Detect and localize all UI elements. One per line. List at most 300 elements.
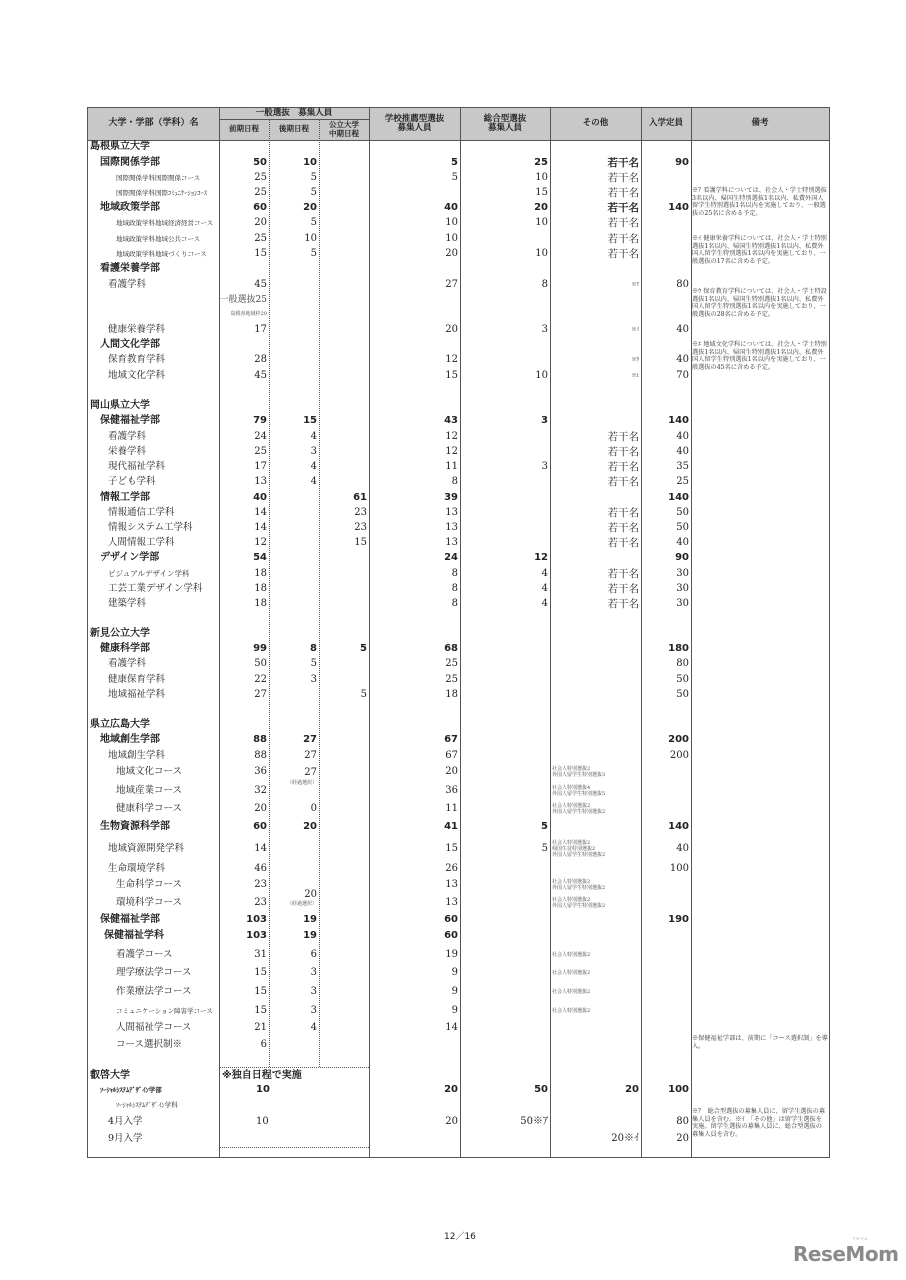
cell-other: ※ｴ [631, 373, 639, 379]
cell-zenki: 23 [254, 897, 267, 908]
cell-cap: 40 [676, 446, 689, 457]
cell-suisen: 11 [445, 461, 458, 472]
cell-cap: 50 [676, 674, 689, 685]
cell-suisen: 43 [444, 415, 458, 426]
cell-kouki: 4 [310, 431, 317, 442]
department-name: 生命環境学科 [108, 863, 166, 874]
cell-kouki: 3 [310, 1005, 317, 1016]
faculty-name: 地域政策学部 [100, 202, 160, 213]
cell-zenki: 25 [254, 446, 267, 457]
cell-suisen: 15 [445, 370, 458, 381]
cell-suisen: 12 [445, 431, 458, 442]
cell-sogo: 8 [541, 279, 548, 290]
header-general-group: 一般選抜 募集人員 [219, 108, 369, 119]
cell-suisen: 9 [451, 986, 458, 997]
cell-suisen: 67 [445, 750, 458, 761]
cell-cap: 40 [676, 843, 689, 854]
header-name: 大学・学部（学科）名 [88, 108, 219, 140]
cell-suisen: 68 [444, 643, 458, 654]
cell-other: 20 [625, 1084, 639, 1095]
remark-shimane-a: ※ｱ 看護学科については、社会人・学士特別選抜3名以内、帰国生特別選抜1名以内、私費外国人留学生特別選抜1名以内を実施しており、一般選抜の25名に含める予定。 [692, 187, 827, 217]
cell-zenki: 28 [254, 354, 267, 365]
cell-kouki: 27 [303, 734, 317, 745]
cell-suisen: 40 [444, 202, 458, 213]
cell-zenki: 15 [254, 1005, 267, 1016]
cell-cap: 190 [668, 914, 689, 925]
cell-zenki: 60 [253, 202, 267, 213]
cell-zenki: 50 [253, 157, 267, 168]
cell-zenki: 60 [253, 821, 267, 832]
cell-kouki: 4 [310, 1022, 317, 1033]
cell-zenki: 50 [254, 658, 267, 669]
cell-kouki: 3 [310, 674, 317, 685]
faculty-name: 看護栄養学部 [100, 263, 160, 274]
cell-zenki: 40 [253, 492, 267, 503]
cell-other-note: 社会人特別選抜2 [552, 766, 591, 772]
cell-kouki: 19 [303, 914, 317, 925]
cell-other: 若干名 [607, 522, 639, 534]
cell-other-note: 外国人留学生特別選抜5 [552, 791, 606, 797]
department-name: 看護学科 [108, 658, 147, 669]
col-dot-kouki [319, 119, 320, 1067]
department-name: 9月入学 [108, 1133, 143, 1144]
cell-zenki: 14 [254, 843, 267, 854]
header-other: その他 [550, 108, 641, 140]
cell-sogo: 12 [534, 552, 548, 563]
cell-zenki: 54 [253, 552, 267, 563]
col-line-general [369, 108, 370, 1157]
cell-cap: 80 [676, 1116, 689, 1127]
department-name: 地域政策学科地域づくりコース [116, 250, 207, 258]
cell-zenki: 22 [254, 674, 267, 685]
remark-shimane-e: ※ｴ 地域文化学科については、社会人・学士特別選抜1名以内、帰国生特別選抜1名以内、私費外国人留学生特別選抜1名以内を実施しており、一般選抜の45名に含める予定。 [692, 341, 827, 371]
department-name: 人間福祉学コース [116, 1022, 192, 1033]
eikei-top-dot [219, 1067, 369, 1068]
cell-sogo: 10 [535, 248, 548, 259]
header-sogo-line2: 募集人員 [487, 123, 522, 133]
cell-suisen: 24 [444, 552, 458, 563]
cell-kouki: 8 [310, 643, 317, 654]
department-name: 作業療法学コース [116, 986, 192, 997]
department-name: ｿｰｼｬﾙｼｽﾃﾑﾃﾞｻﾞｲﾝ学科 [116, 1101, 178, 1109]
department-name: 地域政策学科地域経済経営コース [116, 219, 214, 227]
col-line-name [219, 108, 220, 1157]
cell-suisen: 60 [444, 930, 458, 941]
cell-zenki: 46 [254, 863, 267, 874]
university-name: 叡啓大学 [90, 1070, 130, 1081]
cell-suisen: 5 [451, 157, 458, 168]
cell-cap: 40 [676, 431, 689, 442]
department-name: 地域文化学科 [108, 370, 166, 381]
cell-other-note: 社会人特別選抜2 [552, 989, 591, 995]
cell-cap: 30 [676, 598, 689, 609]
cell-kouki: 27 [304, 750, 317, 761]
cell-suisen: 13 [445, 537, 458, 548]
cell-chuki: 5 [360, 689, 367, 700]
cell-general: 10 [256, 1116, 269, 1127]
faculty-name: 人間文化学部 [100, 339, 160, 350]
cell-cap: 40 [676, 537, 689, 548]
header-chuki-line1: 公立大学 [329, 120, 359, 130]
cell-suisen: 26 [445, 863, 458, 874]
cell-other: 20※ｲ [611, 1133, 639, 1144]
cell-other: 若干名 [607, 476, 639, 488]
header-bottom-line [88, 140, 829, 141]
cell-cap: 30 [676, 583, 689, 594]
cell-other-note: 社会人特別選抜2 [552, 1008, 591, 1014]
cell-zenki: 31 [254, 949, 267, 960]
department-name: 環境科学コース [116, 897, 183, 908]
department-name: 栄養学科 [108, 446, 147, 457]
remark-eikei: ※ｱ 総合型選抜の募集人員に、留学生選抜の募集人員を含む。※ｲ 「その他」は留学生選抜を実施。留学生選抜の募集人員に、総合型選抜の募集人員を含む。 [692, 1108, 826, 1138]
chiiki-kouki-note: （経過選択） [286, 780, 317, 786]
cell-suisen: 13 [445, 507, 458, 518]
eikei-schedule-note: ※独自日程で実施 [222, 1070, 302, 1081]
cell-zenki: 32 [254, 785, 267, 796]
cell-zenki: 18 [254, 568, 267, 579]
cell-kouki: 20 [303, 821, 317, 832]
cell-kouki: 4 [310, 476, 317, 487]
cell-other: 若干名 [607, 157, 639, 169]
department-name: 地域文化コース [116, 766, 183, 777]
cell-zenki: 14 [254, 507, 267, 518]
cell-other: 若干名 [607, 217, 639, 229]
cell-kouki: 15 [303, 415, 317, 426]
cell-zenki: 21 [254, 1022, 267, 1033]
university-name: 岡山県立大学 [90, 400, 150, 411]
cell-suisen: 60 [444, 914, 458, 925]
department-name: 看護学科 [108, 431, 147, 442]
cell-kouki: 19 [303, 930, 317, 941]
cell-zenki: 15 [254, 986, 267, 997]
cell-zenki: 25 [254, 233, 267, 244]
cell-sogo: 25 [534, 157, 548, 168]
department-name: 看護学科 [108, 279, 147, 290]
page-number: 12／16 [444, 1232, 476, 1242]
cell-suisen: 10 [445, 233, 458, 244]
cell-sogo: 10 [535, 217, 548, 228]
cell-zenki: 18 [254, 583, 267, 594]
header-zenki: 前期日程 [219, 119, 269, 140]
cell-other-note: 社会人特別選抜4 [552, 785, 591, 791]
cell-kouki: 5 [310, 187, 317, 198]
cell-cap: 200 [669, 750, 689, 761]
header-sogo [460, 108, 550, 140]
cell-other-note: 社会人特別選抜2 [552, 840, 591, 846]
cell-sogo: 3 [541, 324, 548, 335]
university-name: 県立広島大学 [90, 719, 150, 730]
department-name: 国際関係学科国際ｺﾐｭﾆｹｰｼｮﾝｺｰｽ [116, 189, 207, 197]
cell-zenki: 14 [254, 522, 267, 533]
cell-other-note: 外国人留学生特別選抜2 [552, 809, 606, 815]
cell-zenki: 一般選抜25 [219, 295, 267, 305]
col-line-other [641, 108, 642, 1157]
cell-cap: 90 [675, 157, 689, 168]
cell-kouki: 5 [310, 217, 317, 228]
cell-other-note: 社会人特別選抜2 [552, 970, 591, 976]
cell-zenki: 103 [246, 930, 267, 941]
cell-suisen: 13 [445, 897, 458, 908]
cell-other: ※ｱ [631, 282, 639, 288]
cell-general: 10 [256, 1084, 270, 1095]
cell-kouki: 5 [310, 172, 317, 183]
cell-suisen: 14 [445, 1022, 458, 1033]
cell-sogo: 10 [535, 172, 548, 183]
cell-kouki: 3 [310, 446, 317, 457]
cell-cap: 140 [668, 821, 689, 832]
cell-suisen: 27 [445, 279, 458, 290]
cell-kouki: 10 [304, 233, 317, 244]
cell-zenki: 25 [254, 172, 267, 183]
faculty-name: 保健福祉学部 [100, 914, 160, 925]
cell-other: 若干名 [607, 446, 639, 458]
header-chuki [319, 119, 369, 140]
cell-zenki: 27 [254, 689, 267, 700]
cell-zenki: 103 [246, 914, 267, 925]
cell-kouki: 3 [310, 967, 317, 978]
header-chuki-line2: 中期日程 [329, 128, 359, 138]
cell-suisen: 5 [451, 172, 458, 183]
department-name: 地域福祉学科 [108, 689, 166, 700]
department-name: 現代福祉学科 [108, 461, 166, 472]
department-name: 健康保育学科 [108, 674, 166, 685]
seimei-kouki-note: （経過選択） [286, 901, 317, 907]
cell-other: ※ｲ [631, 327, 639, 333]
cell-suisen: 25 [445, 674, 458, 685]
header-suisen-line2: 募集人員 [397, 123, 432, 133]
cell-suisen: 36 [445, 785, 458, 796]
cell-other-note: 社会人特別選抜2 [552, 879, 591, 885]
cell-kouki: 4 [310, 461, 317, 472]
department-name: 地域創生学科 [108, 750, 166, 761]
department-name: 子ども学科 [108, 476, 156, 487]
remark-hiroshima: ※保健福祉学部は、前期に「コース選択制」を導入。 [692, 1035, 828, 1050]
cell-zenki: 20 [254, 217, 267, 228]
department-name: 健康栄養学科 [108, 324, 166, 335]
cell-other-note: 社会人特別選抜2 [552, 897, 591, 903]
cell-zenki: 島根県地域枠20 [230, 311, 267, 317]
cell-sogo: 3 [541, 415, 548, 426]
cell-suisen: 8 [451, 568, 458, 579]
header-mid-line [219, 119, 369, 120]
header-remarks: 備考 [691, 108, 829, 140]
cell-cap: 35 [676, 461, 689, 472]
cell-sogo: 3 [541, 461, 548, 472]
cell-other: 若干名 [607, 172, 639, 184]
cell-suisen: 12 [445, 354, 458, 365]
cell-suisen: 18 [445, 689, 458, 700]
department-name: コース選択制※ [116, 1039, 183, 1050]
cell-suisen: 8 [451, 598, 458, 609]
cell-other: 若干名 [607, 537, 639, 549]
eikei-bottom-dot [219, 1147, 369, 1148]
cell-other: 若干名 [607, 248, 639, 260]
department-name: 情報システム工学科 [108, 522, 193, 533]
cell-other: ※ｳ [631, 357, 639, 363]
cell-sogo: 4 [541, 583, 548, 594]
cell-other: 若干名 [607, 583, 639, 595]
cell-suisen: 13 [445, 522, 458, 533]
col-line-suisen [460, 108, 461, 1157]
department-name: 地域政策学科地域公共コース [116, 235, 201, 243]
cell-cap: 200 [668, 734, 689, 745]
cell-suisen: 39 [444, 492, 458, 503]
resemom-logo-ruby: リセマム [852, 1236, 868, 1241]
cell-zenki: 45 [254, 279, 267, 290]
cell-kouki: 5 [310, 248, 317, 259]
department-name: 保育教育学科 [108, 354, 166, 365]
cell-sogo: 5 [541, 843, 548, 854]
cell-other-note: 社会人特別選抜2 [552, 952, 591, 958]
cell-other-note: 外国人留学生特別選抜2 [552, 903, 606, 909]
cell-other: 若干名 [607, 202, 639, 214]
cell-cap: 140 [668, 415, 689, 426]
cell-other-note: 社会人特別選抜2 [552, 803, 591, 809]
header-capacity: 入学定員 [641, 108, 691, 140]
cell-zenki: 45 [254, 370, 267, 381]
admission-table [87, 107, 830, 1158]
header-suisen [369, 108, 460, 140]
cell-cap: 100 [669, 863, 689, 874]
department-name: ビジュアルデザイン学科 [108, 569, 190, 578]
cell-cap: 80 [676, 658, 689, 669]
cell-other-note: 外国人留学生特別選抜3 [552, 772, 606, 778]
cell-other: 若干名 [607, 461, 639, 473]
cell-suisen: 11 [445, 803, 458, 814]
cell-zenki: 18 [254, 598, 267, 609]
cell-sogo: 4 [541, 568, 548, 579]
cell-suisen: 67 [444, 734, 458, 745]
cell-cap: 40 [676, 324, 689, 335]
cell-suisen: 9 [451, 1005, 458, 1016]
cell-zenki: 12 [254, 537, 267, 548]
cell-zenki: 13 [254, 476, 267, 487]
cell-suisen: 20 [445, 1116, 458, 1127]
department-name: 地域資源開発学科 [108, 843, 185, 854]
cell-sogo: 10 [535, 370, 548, 381]
cell-cap: 80 [676, 279, 689, 290]
cell-cap: 90 [675, 552, 689, 563]
faculty-name: 生物資源科学部 [100, 821, 170, 832]
cell-chuki: 23 [354, 507, 367, 518]
cell-other: 若干名 [607, 187, 639, 199]
cell-cap: 25 [676, 476, 689, 487]
cell-suisen: 9 [451, 967, 458, 978]
department-name: 情報通信工学科 [108, 507, 175, 518]
cell-cap: 180 [668, 643, 689, 654]
department-name: 国際関係学科国際関係コース [116, 174, 201, 182]
cell-suisen: 13 [445, 879, 458, 890]
department-name: 4月入学 [108, 1116, 143, 1127]
cell-other: 若干名 [607, 507, 639, 519]
col-line-sogo [550, 108, 551, 1157]
header-suisen-line1: 学校推薦型選抜 [384, 113, 445, 124]
faculty-name: 健康科学部 [100, 643, 150, 654]
cell-cap: 140 [668, 202, 689, 213]
cell-cap: 40 [676, 354, 689, 365]
cell-other-note: 外国人留学生特別選抜2 [552, 885, 606, 891]
cell-sogo: 15 [535, 187, 548, 198]
cell-cap: 50 [676, 522, 689, 533]
cell-zenki: 36 [254, 766, 267, 777]
remark-shimane-u: ※ｳ 保育教育学科については、社会人・学士特設選抜1名以内、帰国生特別選抜1名以内、私費外国人留学生特別選抜1名以内を実施しており、一般選抜の28名に含める予定。 [692, 288, 827, 318]
seimei-kouki-shared: 20 [304, 889, 317, 900]
department-name: 工芸工業デザイン学科 [108, 583, 203, 594]
cell-sogo: 4 [541, 598, 548, 609]
faculty-name: 保健福祉学科 [104, 930, 164, 941]
faculty-name: 地域創生学部 [100, 734, 160, 745]
cell-sogo: 5 [541, 821, 548, 832]
cell-sogo: 50※ｱ [520, 1116, 548, 1127]
cell-zenki: 25 [254, 187, 267, 198]
header-sogo-line1: 総合型選抜 [483, 113, 527, 124]
cell-suisen: 20 [445, 766, 458, 777]
faculty-name: デザイン学部 [100, 552, 160, 563]
department-name: 建築学科 [108, 598, 147, 609]
department-name: 健康科学コース [116, 803, 183, 814]
cell-other: 若干名 [607, 568, 639, 580]
cell-suisen: 19 [445, 949, 458, 960]
resemom-logo: ReseMom [793, 1242, 899, 1266]
cell-other-note: 外国人留学生特別選抜2 [552, 852, 606, 858]
cell-zenki: 79 [253, 415, 267, 426]
cell-suisen: 12 [445, 446, 458, 457]
cell-zenki: 88 [253, 734, 267, 745]
cell-zenki: 17 [254, 324, 267, 335]
cell-chuki: 23 [354, 522, 367, 533]
cell-chuki: 5 [360, 643, 367, 654]
cell-zenki: 23 [254, 879, 267, 890]
cell-kouki: 10 [303, 157, 317, 168]
cell-suisen: 8 [451, 476, 458, 487]
cell-cap: 100 [668, 1084, 689, 1095]
cell-suisen: 20 [444, 1084, 458, 1095]
cell-cap: 70 [676, 370, 689, 381]
cell-kouki: 0 [310, 803, 317, 814]
cell-zenki: 24 [254, 431, 267, 442]
cell-suisen: 15 [445, 843, 458, 854]
cell-chuki: 61 [353, 492, 367, 503]
cell-chuki: 15 [354, 537, 367, 548]
remark-shimane-i: ※ｲ 健康栄養学科については、社会人・学士特別選抜1名以内、帰国生特別選抜1名以内、私費外国人留学生特別選抜1名以内を実施しており、一般選抜の17名に含める予定。 [692, 235, 827, 265]
cell-suisen: 8 [451, 583, 458, 594]
cell-cap: 20 [676, 1133, 689, 1144]
cell-kouki: 6 [310, 949, 317, 960]
cell-zenki: 15 [254, 967, 267, 978]
cell-sogo: 20 [534, 202, 548, 213]
university-name: 島根県立大学 [90, 141, 150, 152]
cell-kouki: 20 [303, 202, 317, 213]
cell-zenki: 17 [254, 461, 267, 472]
cell-suisen: 20 [445, 248, 458, 259]
cell-sogo: 50 [534, 1084, 548, 1095]
faculty-name: 保健福祉学部 [100, 415, 160, 426]
chiiki-kouki-shared: 27 [304, 767, 317, 778]
cell-other-note: 帰国生徒特別選抜2 [552, 846, 596, 852]
cell-kouki: 5 [310, 658, 317, 669]
cell-other: 若干名 [607, 598, 639, 610]
cell-suisen: 41 [444, 821, 458, 832]
cell-cap: 140 [668, 492, 689, 503]
cell-zenki: 6 [260, 1039, 267, 1050]
department-name: 地域産業コース [116, 785, 183, 796]
cell-zenki: 99 [253, 643, 267, 654]
cell-suisen: 10 [445, 217, 458, 228]
faculty-name: 国際関係学部 [100, 157, 160, 168]
faculty-name: 情報工学部 [100, 492, 150, 503]
cell-zenki: 15 [254, 248, 267, 259]
faculty-name: ｿｰｼｬﾙｼｽﾃﾑﾃﾞｻﾞｲﾝ学部 [100, 1086, 162, 1094]
